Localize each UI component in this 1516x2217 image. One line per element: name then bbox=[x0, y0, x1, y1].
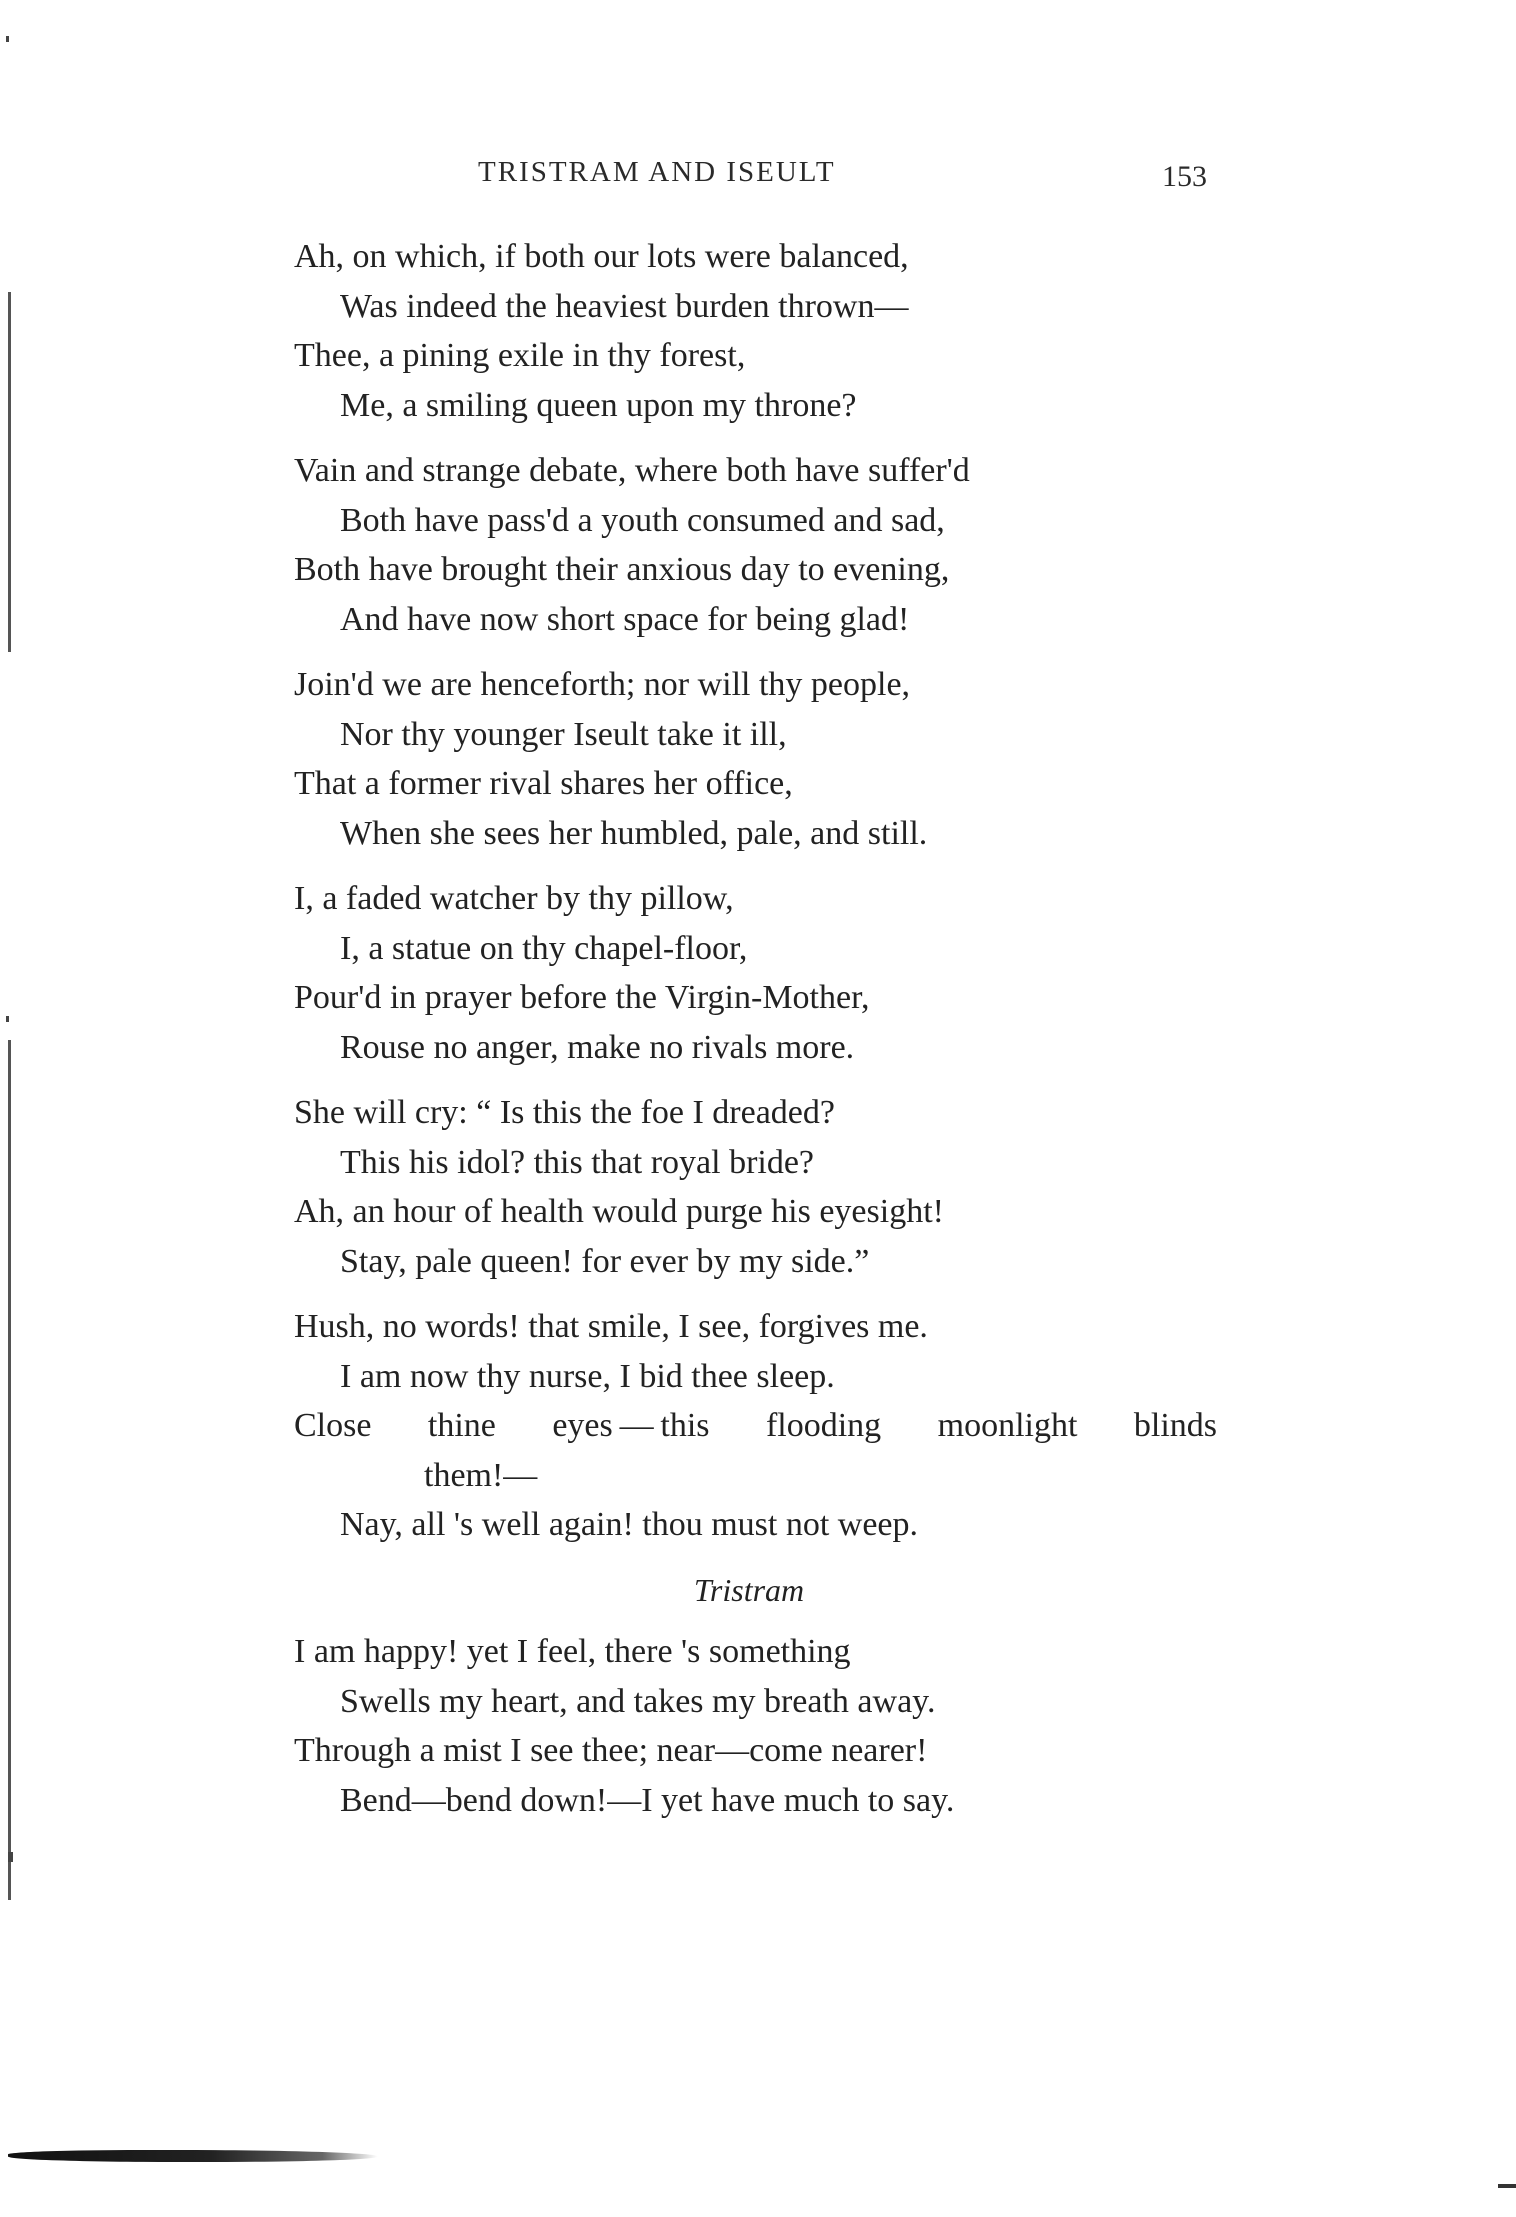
stanza bbox=[294, 874, 1234, 1072]
scan-speck bbox=[6, 36, 9, 42]
scan-speck bbox=[6, 1016, 9, 1022]
verse-word: moonlight bbox=[937, 1407, 1078, 1444]
verse-word: thine bbox=[427, 1407, 496, 1444]
verse-word: eyes — this bbox=[552, 1407, 710, 1444]
page-number: 153 bbox=[1162, 160, 1207, 193]
verse-line: This his idol? this that royal bride? bbox=[340, 1143, 815, 1181]
verse-word: Close bbox=[294, 1407, 372, 1444]
poem-text bbox=[294, 232, 1234, 1841]
verse-line: I, a statue on thy chapel-floor, bbox=[340, 929, 748, 967]
verse-line: I am now thy nurse, I bid thee sleep. bbox=[340, 1357, 835, 1395]
verse-word: flooding bbox=[765, 1407, 882, 1444]
stanza bbox=[294, 660, 1234, 858]
verse-line: Vain and strange debate, where both have suffer'd bbox=[294, 452, 970, 489]
ink-smudge bbox=[8, 2150, 378, 2162]
verse-line: Rouse no anger, make no rivals more. bbox=[340, 1028, 855, 1066]
stanza bbox=[294, 232, 1234, 430]
verse-word: blinds bbox=[1133, 1407, 1217, 1444]
verse-line: Me, a smiling queen upon my throne? bbox=[340, 386, 857, 424]
stanza bbox=[294, 1627, 1234, 1825]
verse-line: Swells my heart, and takes my breath away. bbox=[340, 1682, 936, 1720]
verse-line: Stay, pale queen! for ever by my side.” bbox=[340, 1242, 870, 1280]
speaker-heading: Tristram bbox=[693, 1571, 805, 1608]
verse-line: Thee, a pining exile in thy forest, bbox=[294, 337, 746, 374]
verse-line-runover: them!— bbox=[424, 1456, 538, 1494]
verse-line: Through a mist I see thee; near—come nearer! bbox=[294, 1732, 928, 1769]
scan-edge-line bbox=[8, 1040, 11, 1900]
verse-line: That a former rival shares her office, bbox=[294, 765, 793, 802]
verse-line: When she sees her humbled, pale, and still. bbox=[340, 814, 928, 852]
verse-line: I, a faded watcher by thy pillow, bbox=[294, 880, 734, 917]
stanza bbox=[294, 1088, 1234, 1286]
stanza bbox=[294, 446, 1234, 644]
verse-line: Pour'd in prayer before the Virgin-Mother, bbox=[294, 979, 870, 1016]
verse-line: Ah, an hour of health would purge his eyesight! bbox=[294, 1193, 944, 1230]
stanza bbox=[294, 1302, 1234, 1550]
scan-speck bbox=[8, 1852, 13, 1862]
verse-line: Join'd we are henceforth; nor will thy people, bbox=[294, 666, 911, 703]
verse-line: Both have pass'd a youth consumed and sad, bbox=[340, 501, 945, 539]
ink-smudge bbox=[1498, 2184, 1516, 2188]
verse-line: Nor thy younger Iseult take it ill, bbox=[340, 715, 787, 753]
verse-line: Hush, no words! that smile, I see, forgives me. bbox=[294, 1308, 928, 1345]
verse-line: And have now short space for being glad! bbox=[340, 600, 910, 638]
verse-line-long bbox=[294, 1401, 1217, 1451]
verse-line: Bend—bend down!—I yet have much to say. bbox=[340, 1781, 955, 1819]
verse-line: She will cry: “ Is this the foe I dreaded? bbox=[294, 1094, 835, 1131]
verse-line: Nay, all 's well again! thou must not weep. bbox=[340, 1506, 919, 1543]
verse-line: Was indeed the heaviest burden thrown— bbox=[340, 287, 909, 325]
running-title: TRISTRAM AND ISEULT bbox=[478, 156, 836, 188]
scan-edge-line bbox=[8, 292, 11, 652]
verse-line: I am happy! yet I feel, there 's something bbox=[294, 1633, 851, 1670]
verse-line: Ah, on which, if both our lots were balanced, bbox=[294, 238, 909, 275]
verse-line: Both have brought their anxious day to evening, bbox=[294, 551, 950, 588]
